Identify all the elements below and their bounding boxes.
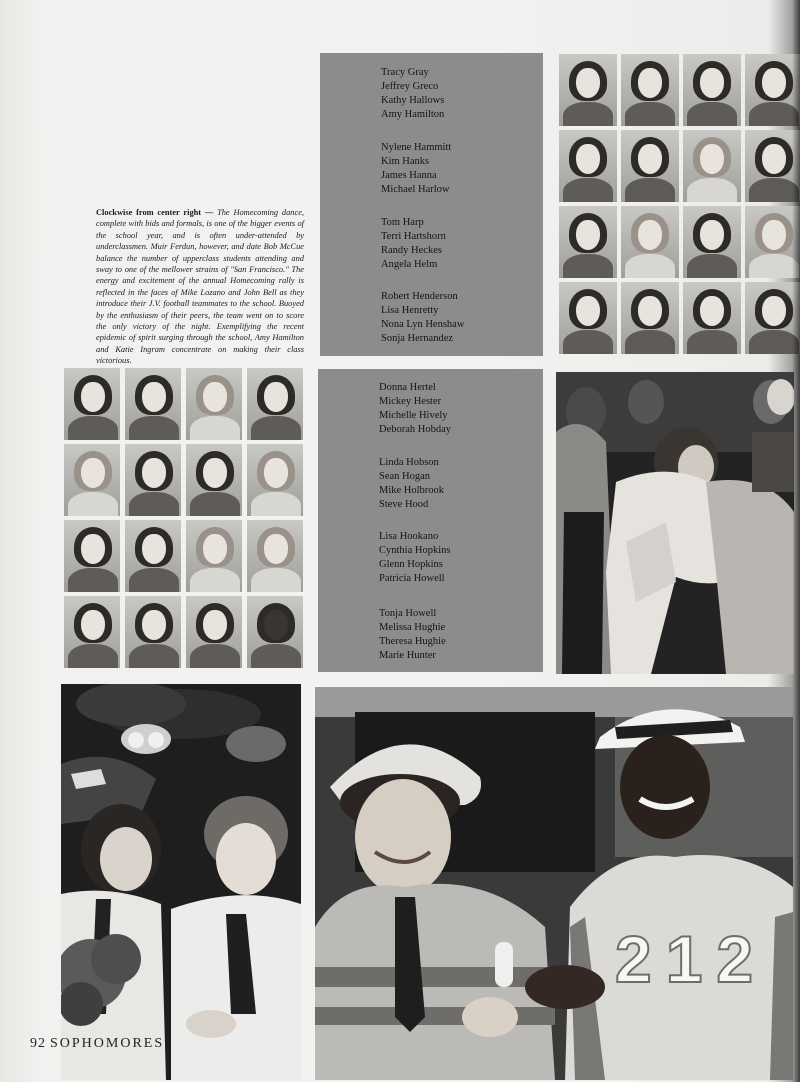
student-name: Terri Hartshorn: [381, 231, 446, 242]
caption-body: The Homecoming dance, complete with bids and formals, is one of the bigger events of the school year, and is often under-attended by underclassmen. Muir Ferdun, however, and date Bob McCue balance the number of upperclass students attending and sway to one of the mellower strains of "San Francisco." The energy and excitement of the annual Homecoming rally is reflected in the faces of Mike Lozano and John Bell as they introduce their J.V. football teammates to the school. Buoyed by the enthusiasm of their peers, the team went on to score the only victory of the night. Exemplifying the recent epidemic of spirit surging through the school, Amy Hamilton and Katie Ingram concentrate on making their class victorious.: [96, 208, 305, 366]
page-edge-shadow: [792, 0, 800, 1082]
student-portrait: [683, 54, 741, 126]
name-group: [379, 607, 446, 663]
student-portrait: [621, 206, 679, 278]
student-portrait: [186, 368, 242, 440]
student-portrait: [247, 596, 303, 668]
section-title: SOPHOMORES: [50, 1036, 165, 1051]
student-portrait: [64, 520, 120, 592]
student-portrait: [125, 596, 181, 668]
name-group: [381, 66, 444, 122]
student-portrait: [683, 206, 741, 278]
jersey-number: 212: [615, 922, 768, 996]
photo-caption: [96, 207, 304, 367]
student-name: Sean Hogan: [379, 471, 431, 482]
student-name: Mike Holbrook: [379, 485, 445, 496]
student-name: Donna Hertel: [379, 382, 436, 393]
football-photo-art: [315, 687, 793, 1080]
student-portrait: [125, 520, 181, 592]
student-name: Lisa Henretty: [381, 305, 439, 316]
page-footer: [30, 1036, 164, 1052]
student-name: Deborah Hobday: [379, 424, 452, 435]
student-name: Patricia Howell: [379, 573, 445, 584]
student-name: Linda Hobson: [379, 457, 439, 468]
student-portrait: [247, 520, 303, 592]
student-portrait: [186, 520, 242, 592]
homecoming-dance-photo: [556, 372, 794, 674]
student-portrait: [64, 368, 120, 440]
student-name: Glenn Hopkins: [379, 559, 443, 570]
student-name: Kathy Hallows: [381, 95, 445, 106]
student-portrait: [683, 282, 741, 354]
name-group: [381, 290, 464, 346]
student-portrait: [559, 130, 617, 202]
student-portrait: [64, 596, 120, 668]
student-portrait: [186, 596, 242, 668]
portrait-grid-left: [64, 368, 303, 668]
student-name: Melissa Hughie: [379, 622, 446, 633]
student-name: Theresa Hughie: [379, 636, 446, 647]
student-name: Tonja Howell: [379, 608, 437, 619]
student-name: Kim Hanks: [381, 156, 430, 167]
name-group: [379, 456, 444, 512]
student-name: Robert Henderson: [381, 291, 458, 302]
page-number: 92: [30, 1036, 46, 1051]
student-portrait: [559, 282, 617, 354]
student-name: Angela Helm: [381, 259, 438, 270]
student-portrait: [559, 54, 617, 126]
student-portrait: [247, 444, 303, 516]
student-name: Tracy Gray: [381, 67, 429, 78]
student-portrait: [125, 368, 181, 440]
student-portrait: [559, 206, 617, 278]
dance-photo-art: [556, 372, 794, 674]
name-group: [379, 381, 451, 437]
name-group: [381, 216, 446, 272]
student-name: Randy Heckes: [381, 245, 442, 256]
caption-lead: Clockwise from center right —: [96, 208, 214, 217]
name-group: [381, 141, 451, 197]
rally-photo-art: [61, 684, 301, 1080]
portrait-grid-top-right: [559, 54, 800, 354]
student-name: Lisa Hookano: [379, 531, 439, 542]
name-list-bottom: [318, 369, 543, 672]
jv-football-photo: [315, 687, 793, 1080]
student-portrait: [621, 54, 679, 126]
student-portrait: [64, 444, 120, 516]
student-name: Amy Hamilton: [381, 109, 445, 120]
name-list-top: [320, 53, 543, 356]
student-name: Jeffrey Greco: [381, 81, 439, 92]
student-name: Michelle Hively: [379, 410, 448, 421]
student-name: Steve Hood: [379, 499, 429, 510]
student-name: Michael Harlow: [381, 184, 450, 195]
student-name: Cynthia Hopkins: [379, 545, 451, 556]
student-name: Tom Harp: [381, 217, 424, 228]
student-name: James Hanna: [381, 170, 437, 181]
student-portrait: [621, 282, 679, 354]
student-name: Sonja Hernandez: [381, 333, 454, 344]
student-portrait: [125, 444, 181, 516]
spirit-rally-photo: [61, 684, 301, 1080]
student-portrait: [683, 130, 741, 202]
student-portrait: [621, 130, 679, 202]
student-name: Nona Lyn Henshaw: [381, 319, 465, 330]
student-name: Nylene Hammitt: [381, 142, 452, 153]
student-portrait: [186, 444, 242, 516]
student-name: Marie Hunter: [379, 650, 436, 661]
student-portrait: [247, 368, 303, 440]
student-name: Mickey Hester: [379, 396, 442, 407]
name-group: [379, 530, 450, 586]
